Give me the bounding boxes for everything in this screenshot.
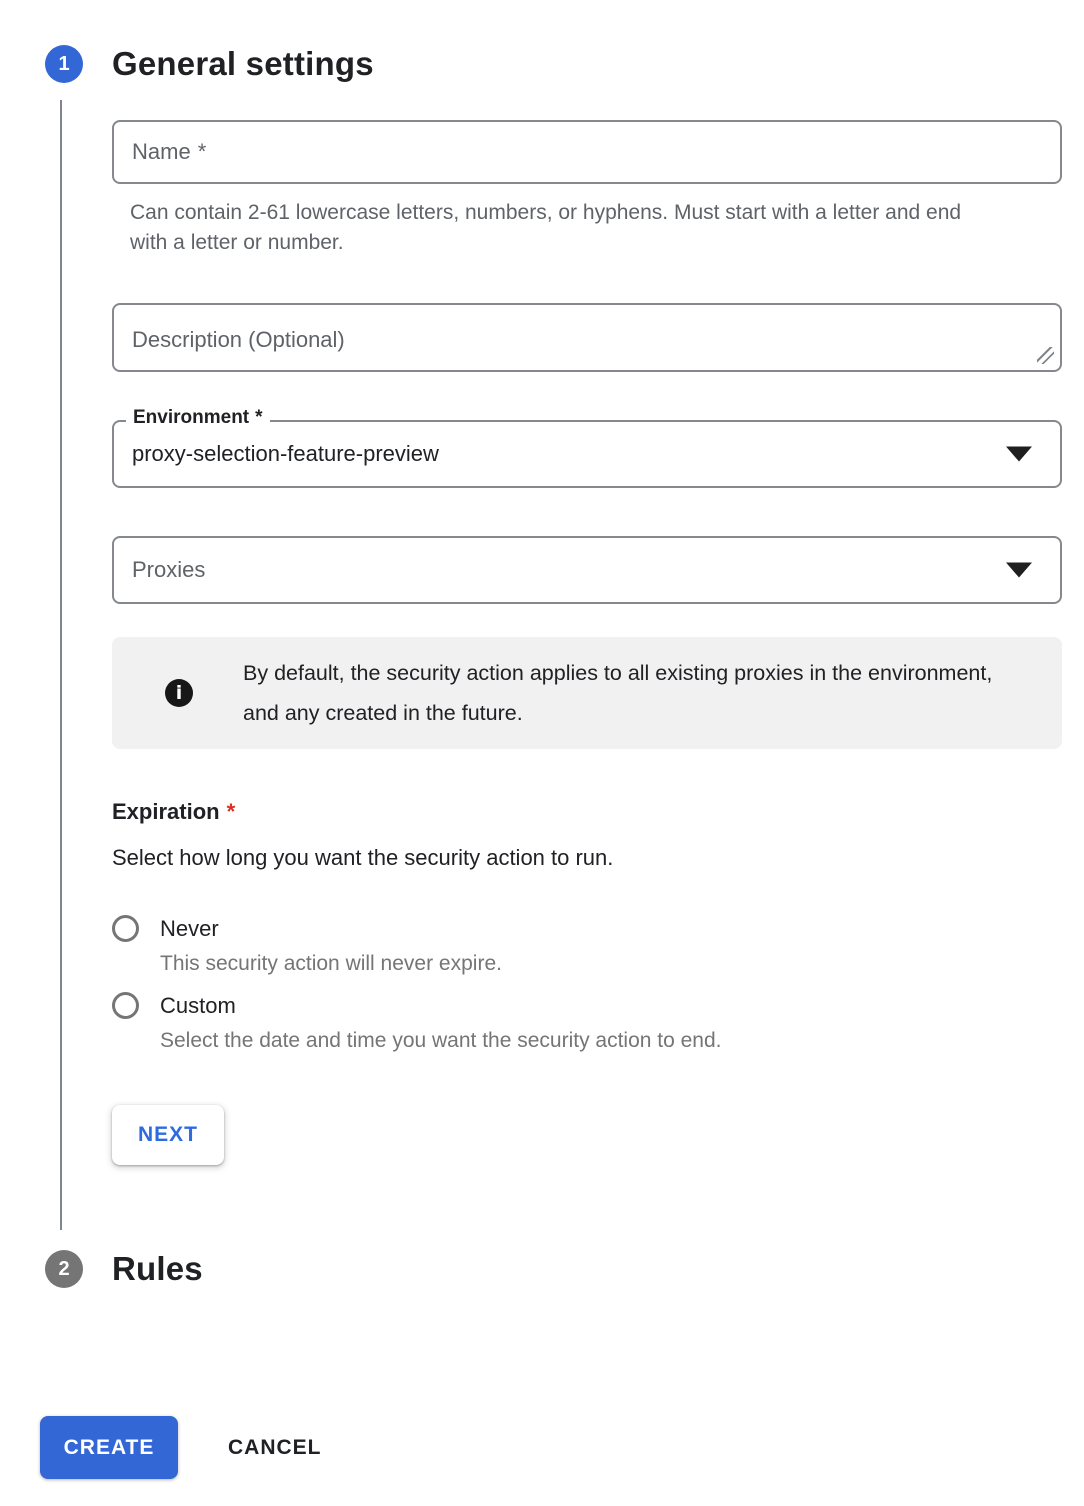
radio-never-description: This security action will never expire. xyxy=(160,952,502,975)
next-button[interactable]: NEXT xyxy=(112,1105,224,1165)
name-required-asterisk: * xyxy=(197,139,207,164)
radio-button-custom[interactable] xyxy=(112,992,139,1019)
step-header-general-settings[interactable] xyxy=(45,45,374,83)
stepper-connector-line xyxy=(60,100,62,1230)
environment-label: Environment * xyxy=(126,407,270,429)
step-header-rules[interactable] xyxy=(45,1250,203,1288)
info-icon: i xyxy=(165,679,193,707)
environment-select[interactable] xyxy=(112,407,1062,488)
general-settings-content xyxy=(112,120,1062,1165)
info-banner xyxy=(112,637,1062,749)
environment-value: proxy-selection-feature-preview xyxy=(132,441,439,466)
proxies-placeholder: Proxies xyxy=(132,557,206,582)
radio-option-custom[interactable] xyxy=(112,992,1062,1019)
name-input[interactable] xyxy=(112,120,1062,184)
form-actions xyxy=(40,1416,322,1479)
expiration-label: Expiration * xyxy=(112,799,236,824)
create-button[interactable]: CREATE xyxy=(40,1416,178,1479)
radio-never-label: Never xyxy=(160,915,219,941)
radio-custom-description: Select the date and time you want the security action to end. xyxy=(160,1029,722,1052)
step-2-title: Rules xyxy=(112,1250,203,1287)
radio-custom-label: Custom xyxy=(160,992,236,1018)
radio-option-never[interactable] xyxy=(112,915,1062,942)
proxies-select[interactable] xyxy=(112,536,1062,604)
name-helper-text: Can contain 2-61 lowercase letters, numbers, or hyphens. Must start with a letter and end with a letter or number. xyxy=(130,201,962,254)
environment-required-asterisk: * xyxy=(255,407,263,428)
info-banner-text: By default, the security action applies to all existing proxies in the environment, and any created in the future. xyxy=(243,661,993,725)
expiration-description: Select how long you want the security action to run. xyxy=(112,845,614,870)
description-placeholder: Description (Optional) xyxy=(132,327,345,352)
chevron-down-icon xyxy=(1006,563,1032,578)
step-1-badge: 1 xyxy=(45,45,83,83)
step-1-title: General settings xyxy=(112,45,374,82)
description-textarea[interactable] xyxy=(112,303,1062,372)
resize-handle-icon[interactable] xyxy=(1037,347,1054,364)
step-2-badge: 2 xyxy=(45,1250,83,1288)
chevron-down-icon xyxy=(1006,447,1032,462)
expiration-required-asterisk: * xyxy=(226,799,236,824)
cancel-button[interactable]: CANCEL xyxy=(228,1435,322,1459)
name-placeholder: Name xyxy=(132,139,191,164)
radio-button-never[interactable] xyxy=(112,915,139,942)
